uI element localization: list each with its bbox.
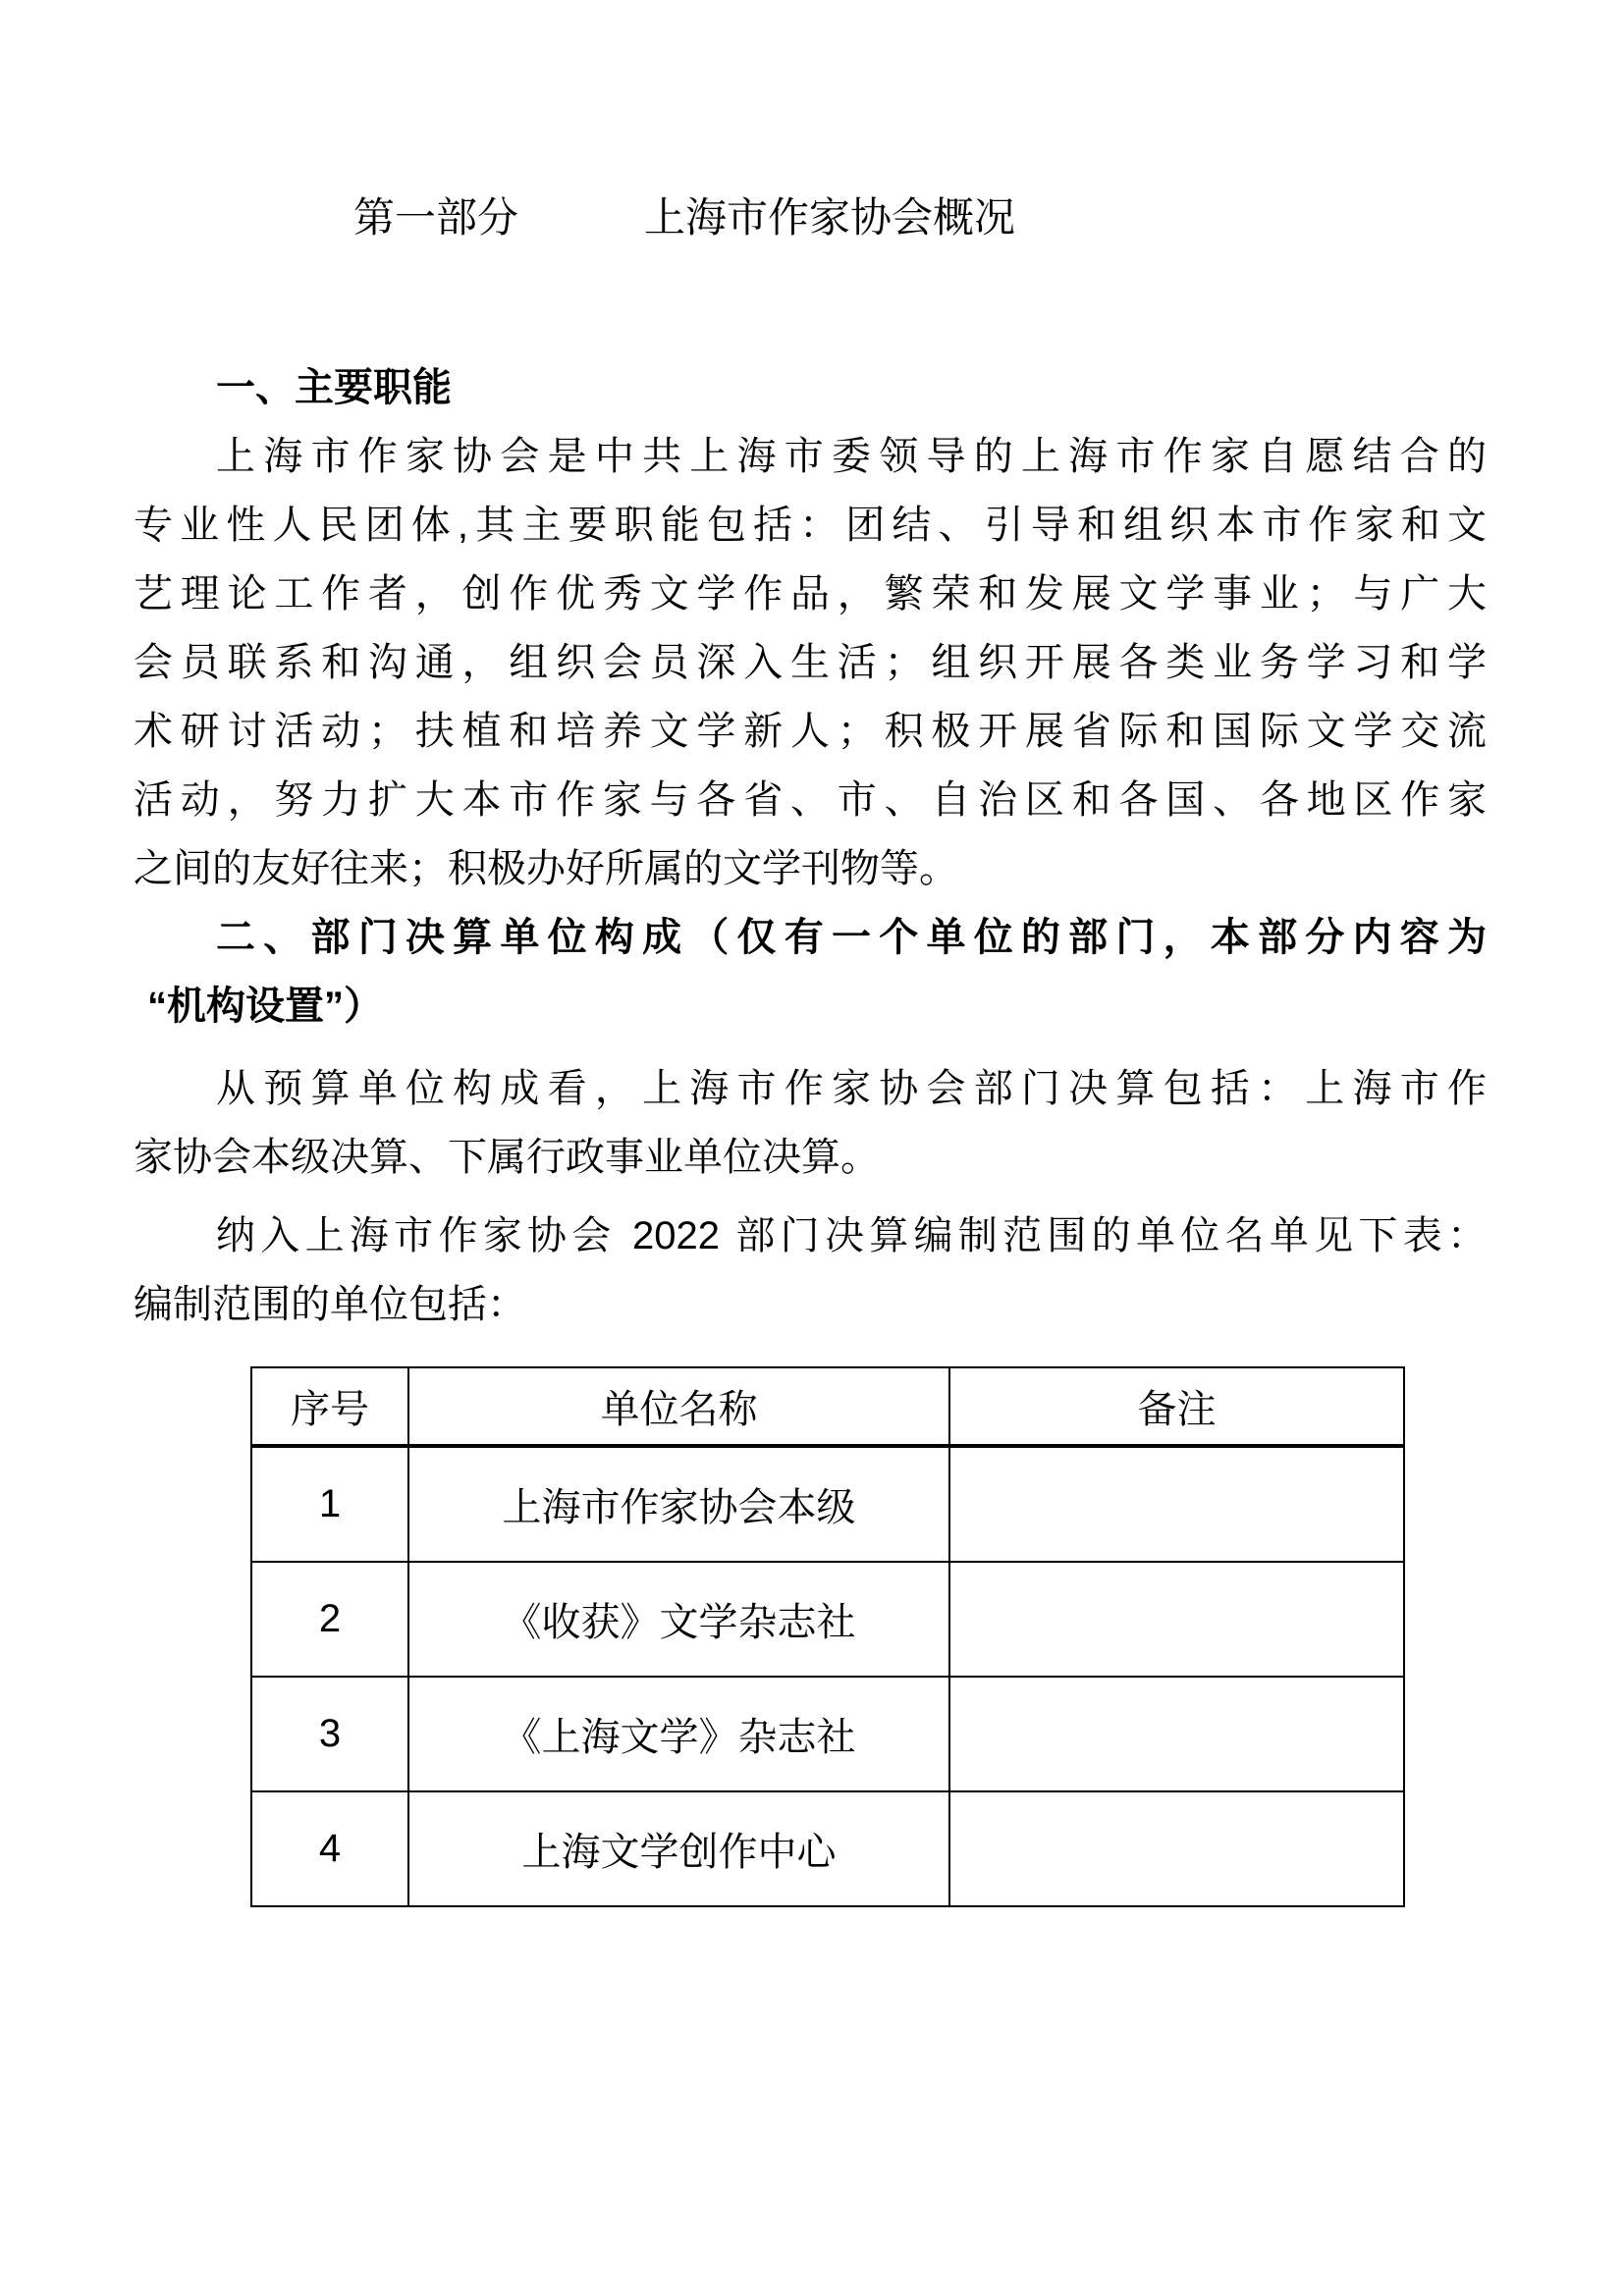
table-row [251, 1446, 1404, 1562]
cell-remarks [949, 1677, 1404, 1791]
section-2-paragraph-2 [134, 1201, 1487, 1339]
paragraph-line: 艺理论工作者，创作优秀文学作品，繁荣和发展文学事业；与广大 [134, 572, 1487, 615]
table-row [251, 1791, 1404, 1906]
th-serial-number: 序号 [251, 1367, 408, 1446]
paragraph-line: 从预算单位构成看，上海市作家协会部门决算包括：上海市作 [216, 1067, 1487, 1110]
cell-remarks [949, 1562, 1404, 1677]
cell-serial: 2 [251, 1562, 408, 1677]
paragraph-line: 之间的友好往来；积极办好所属的文学刊物等。 [134, 847, 958, 890]
doc-title-part-1: 第一部分 [353, 194, 519, 240]
table-row [251, 1562, 1404, 1677]
section-2-heading-line-2: “机构设置”） [147, 985, 383, 1028]
document-content [0, 353, 1624, 1907]
cell-serial: 3 [251, 1677, 408, 1791]
paragraph-line: 编制范围的单位包括： [134, 1283, 526, 1326]
paragraph-line: 专业性人民团体,其主要职能包括：团结、引导和组织本市作家和文 [134, 504, 1487, 547]
th-unit-name: 单位名称 [408, 1367, 949, 1446]
doc-title [0, 0, 1624, 241]
table-header-row [251, 1367, 1404, 1446]
doc-title-part-2: 上海市作家协会概况 [644, 194, 1016, 240]
paragraph-line: 活动，努力扩大本市作家与各省、市、自治区和各国、各地区作家 [134, 778, 1487, 822]
cell-unit-name: 上海市作家协会本级 [408, 1446, 949, 1562]
cell-unit-name: 《上海文学》杂志社 [408, 1677, 949, 1791]
paragraph-line: 会员联系和沟通，组织会员深入生活；组织开展各类业务学习和学 [134, 641, 1487, 684]
section-1-heading: 一、主要职能 [216, 366, 452, 409]
table-row [251, 1677, 1404, 1791]
paragraph-line: 术研讨活动；扶植和培养文学新人；积极开展省际和国际文学交流 [134, 710, 1487, 753]
units-table-header [251, 1367, 1404, 1446]
section-1-paragraph [134, 422, 1487, 903]
units-table-body [251, 1446, 1404, 1906]
units-table [250, 1366, 1405, 1907]
th-remarks: 备注 [949, 1367, 1404, 1446]
cell-remarks [949, 1446, 1404, 1562]
cell-serial: 4 [251, 1791, 408, 1906]
paragraph-line: 上海市作家协会是中共上海市委领导的上海市作家自愿结合的 [216, 435, 1487, 478]
paragraph-line: 家协会本级决算、下属行政事业单位决算。 [134, 1136, 880, 1179]
cell-serial: 1 [251, 1446, 408, 1562]
cell-unit-name: 《收获》文学杂志社 [408, 1562, 949, 1677]
cell-unit-name: 上海文学创作中心 [408, 1791, 949, 1906]
section-2-paragraph-1 [134, 1054, 1487, 1192]
cell-remarks [949, 1791, 1404, 1906]
paragraph-line: 纳入上海市作家协会 2022 部门决算编制范围的单位名单见下表： [216, 1214, 1487, 1257]
section-2-heading-line-1: 二、部门决算单位构成（仅有一个单位的部门，本部分内容为 [216, 916, 1487, 959]
